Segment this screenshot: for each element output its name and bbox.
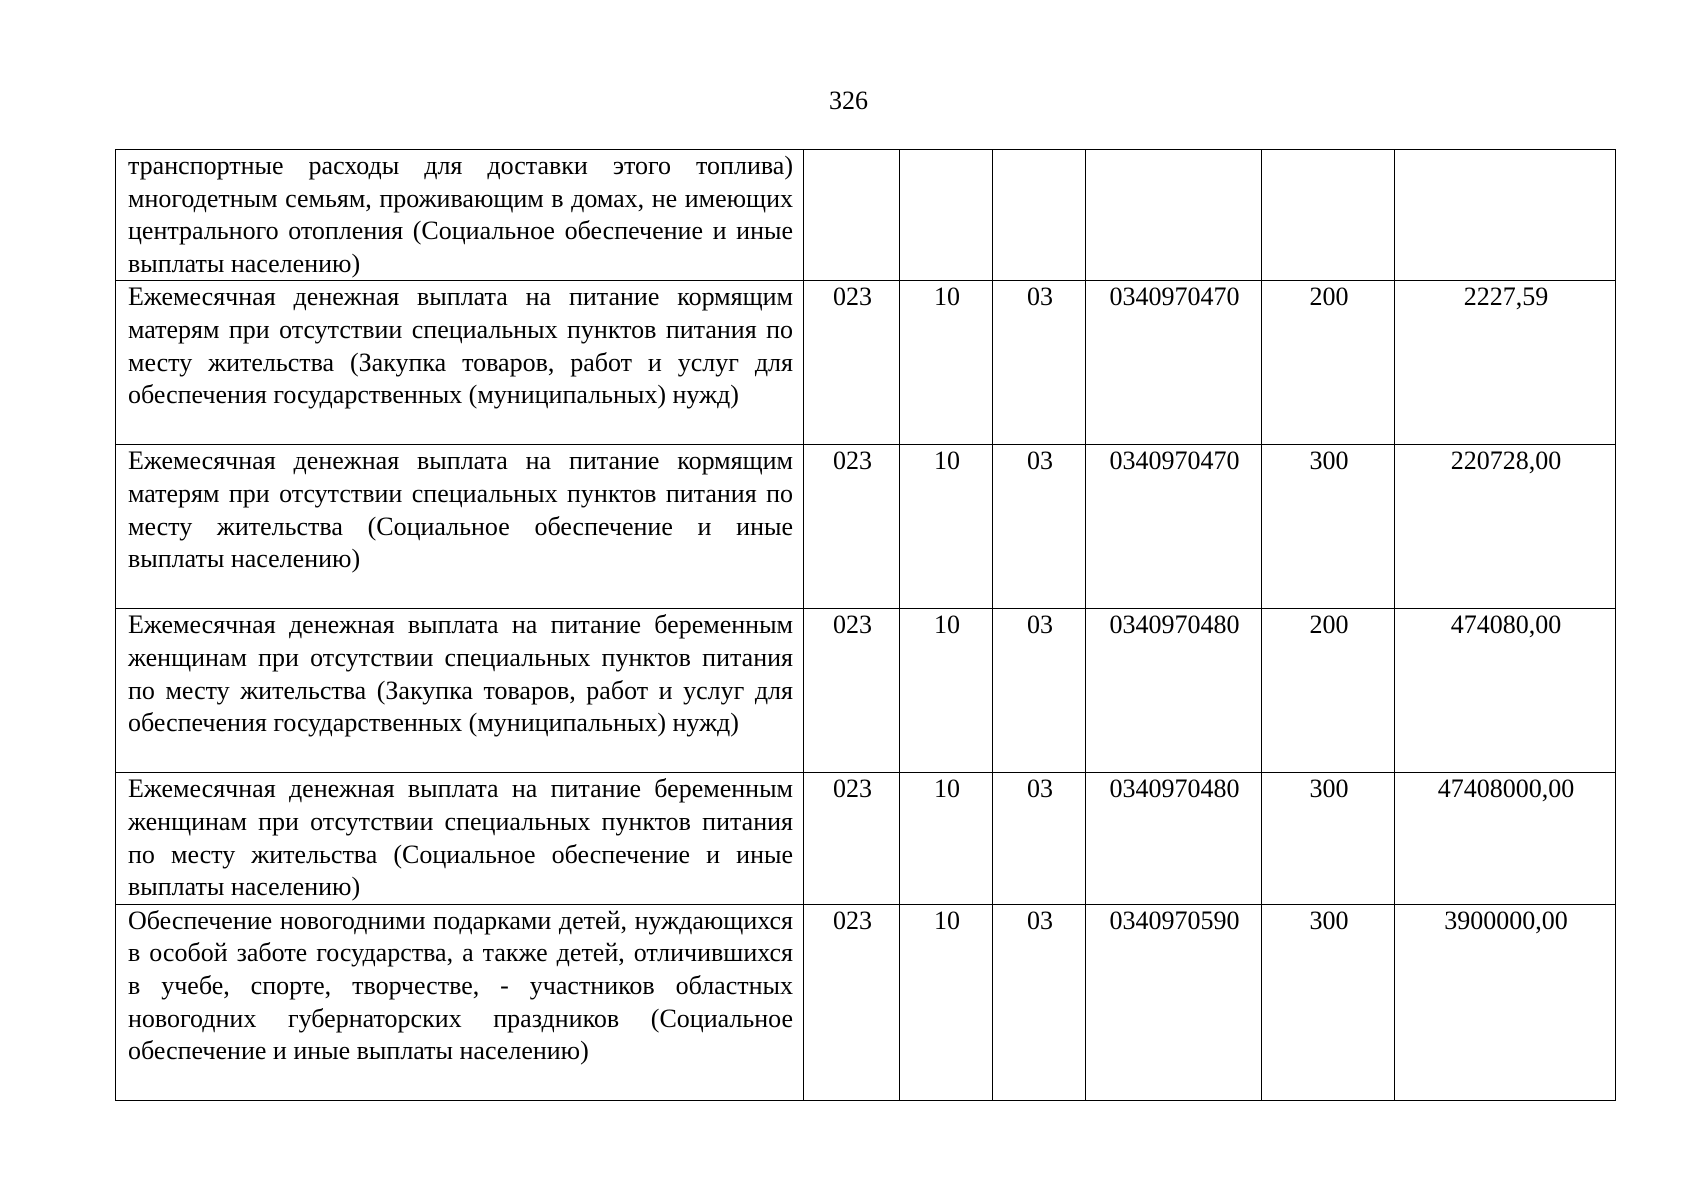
amount-value: 2227,59: [1395, 281, 1616, 445]
row-description: Ежемесячная денежная выплата на питание кормящим матерям при отсутствии специальных пунктов питания по месту жительства (Социальное обеспечение и иные выплаты населению): [116, 445, 804, 609]
row-description: Ежемесячная денежная выплата на питание беременным женщинам при отсутствии специальных пунктов питания по месту жительства (Социальное обеспечение и иные выплаты населению): [116, 773, 804, 904]
row-description: Ежемесячная денежная выплата на питание беременным женщинам при отсутствии специальных пунктов питания по месту жительства (Закупка товаров, работ и услуг для обеспечения государственных (муниципальных) нужд): [116, 609, 804, 773]
ministry-code: [804, 150, 900, 281]
table-row: [116, 281, 1616, 445]
amount-value: 47408000,00: [1395, 773, 1616, 904]
row-description: транспортные расходы для доставки этого топлива) многодетным семьям, проживающим в домах, не имеющих центрального отопления (Социальное обеспечение и иные выплаты населению): [116, 150, 804, 281]
subsection-code: 03: [993, 609, 1086, 773]
expense-type-code: 300: [1262, 445, 1395, 609]
section-code: 10: [900, 904, 993, 1100]
expense-type-code: 300: [1262, 773, 1395, 904]
target-article-code: 0340970480: [1086, 773, 1262, 904]
ministry-code: 023: [804, 773, 900, 904]
expense-type-code: 200: [1262, 281, 1395, 445]
section-code: 10: [900, 773, 993, 904]
amount-value: [1395, 150, 1616, 281]
ministry-code: 023: [804, 609, 900, 773]
subsection-code: 03: [993, 281, 1086, 445]
subsection-code: 03: [993, 445, 1086, 609]
table-row: [116, 445, 1616, 609]
section-code: [900, 150, 993, 281]
row-description: Ежемесячная денежная выплата на питание кормящим матерям при отсутствии специальных пунктов питания по месту жительства (Закупка товаров, работ и услуг для обеспечения государственных (муниципальных) нужд): [116, 281, 804, 445]
amount-value: 220728,00: [1395, 445, 1616, 609]
subsection-code: 03: [993, 904, 1086, 1100]
target-article-code: 0340970470: [1086, 445, 1262, 609]
section-code: 10: [900, 445, 993, 609]
ministry-code: 023: [804, 281, 900, 445]
amount-value: 474080,00: [1395, 609, 1616, 773]
table-row: [116, 773, 1616, 904]
subsection-code: 03: [993, 773, 1086, 904]
target-article-code: [1086, 150, 1262, 281]
target-article-code: 0340970590: [1086, 904, 1262, 1100]
table-row: [116, 904, 1616, 1100]
ministry-code: 023: [804, 445, 900, 609]
expense-type-code: 300: [1262, 904, 1395, 1100]
section-code: 10: [900, 281, 993, 445]
subsection-code: [993, 150, 1086, 281]
target-article-code: 0340970480: [1086, 609, 1262, 773]
expense-type-code: 200: [1262, 609, 1395, 773]
budget-table: [115, 149, 1616, 1101]
ministry-code: 023: [804, 904, 900, 1100]
expense-type-code: [1262, 150, 1395, 281]
page-number: 326: [829, 86, 868, 115]
amount-value: 3900000,00: [1395, 904, 1616, 1100]
target-article-code: 0340970470: [1086, 281, 1262, 445]
row-description: Обеспечение новогодними подарками детей, нуждающихся в особой заботе государства, а также детей, отличившихся в учебе, спорте, творчестве, - участников областных новогодних губернаторских праздников (Социальное обеспечение и иные выплаты населению): [116, 904, 804, 1100]
table-row: [116, 150, 1616, 281]
section-code: 10: [900, 609, 993, 773]
table-row: [116, 609, 1616, 773]
